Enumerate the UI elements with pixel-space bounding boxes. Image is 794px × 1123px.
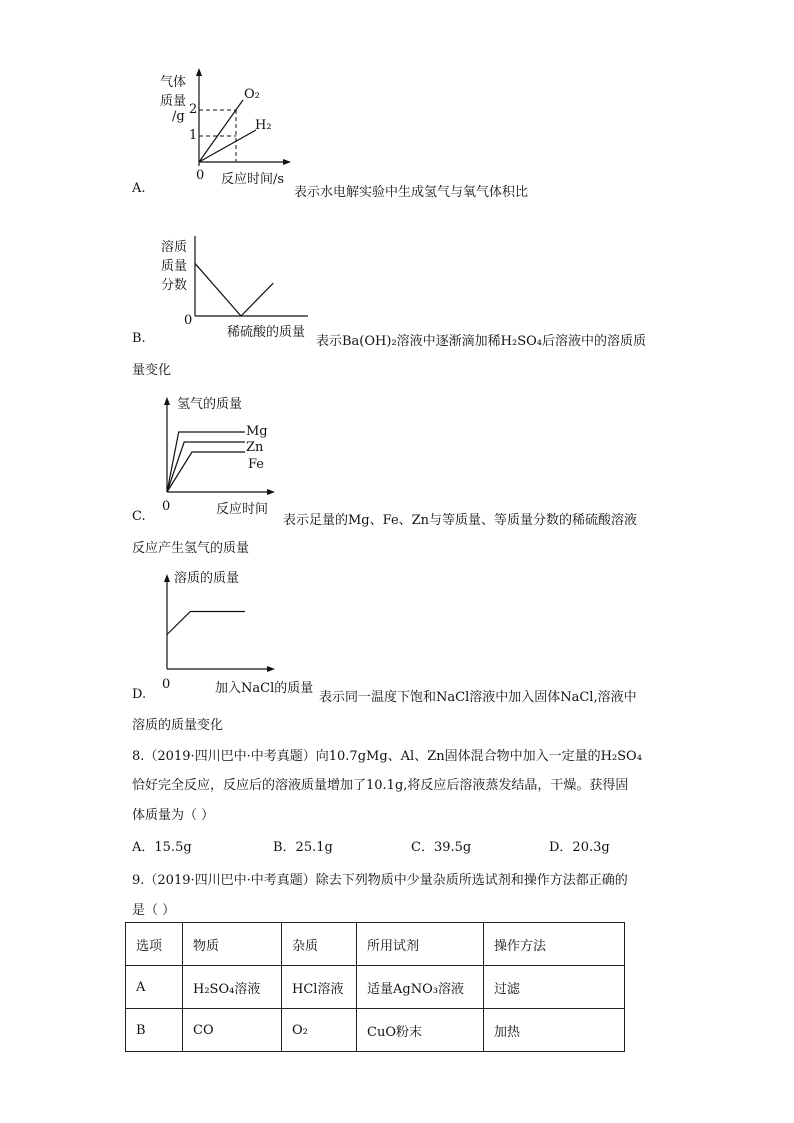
q9-table [125, 922, 625, 1052]
chart-a-legend-o2: O₂ [244, 87, 260, 102]
q8-option-c[interactable]: C．39.5g [411, 840, 472, 855]
table-cell: 适量AgNO₃溶液 [357, 966, 484, 1009]
chart-c-origin: 0 [162, 499, 171, 514]
chart-c-legend-fe: Fe [248, 457, 265, 472]
chart-a-ytick-2: 2 [189, 102, 198, 117]
q8-line-3: 体质量为（ ） [132, 808, 215, 823]
chart-b-ylabel-2: 质量 [161, 259, 188, 274]
table-header-cell: 所用试剂 [357, 923, 484, 966]
chart-b-xlabel: 稀硫酸的质量 [227, 325, 306, 340]
chart-a-ylabel-2: 质量 [160, 94, 187, 109]
chart-c-ylabel: 氢气的质量 [177, 397, 243, 412]
chart-d-ylabel: 溶质的质量 [174, 571, 240, 586]
table-header-cell: 物质 [183, 923, 282, 966]
chart-d-origin: 0 [162, 677, 171, 692]
chart-d-xlabel: 加入NaCl的质量 [215, 681, 314, 696]
chart-a-origin: 0 [196, 168, 205, 183]
table-cell: O₂ [282, 1009, 357, 1052]
table-cell: A [126, 966, 183, 1009]
q8-option-b[interactable]: B．25.1g [273, 840, 333, 855]
q8-option-d[interactable]: D．20.3g [549, 840, 610, 855]
chart-d-caption-1: 表示同一温度下饱和NaCl溶液中加入固体NaCl,溶液中 [319, 690, 637, 705]
chart-a-legend-h2: H₂ [255, 118, 272, 133]
chart-a-ylabel-3: /g [172, 109, 185, 124]
table-cell: H₂SO₄溶液 [183, 966, 282, 1009]
chart-d-option: D. [132, 687, 147, 702]
chart-d-caption-2: 溶质的质量变化 [132, 718, 224, 733]
chart-c-legend-zn: Zn [246, 440, 264, 455]
table-row [126, 966, 625, 1009]
chart-c-caption-1: 表示足量的Mg、Fe、Zn与等质量、等质量分数的稀硫酸溶液 [283, 513, 638, 528]
table-cell: HCl溶液 [282, 966, 357, 1009]
table-cell: 加热 [484, 1009, 625, 1052]
table-header-cell: 杂质 [282, 923, 357, 966]
chart-d-series [167, 612, 245, 635]
q9-line-2: 是（ ） [132, 903, 176, 918]
chart-b-caption-1: 表示Ba(OH)₂溶液中逐渐滴加稀H₂SO₄后溶液中的溶质质 [316, 334, 646, 349]
chart-c-caption-2: 反应产生氢气的质量 [132, 541, 250, 556]
chart-b-ylabel-3: 分数 [161, 278, 188, 293]
chart-a-option: A. [132, 181, 146, 196]
chart-c-option: C. [132, 509, 146, 524]
table-cell: 过滤 [484, 966, 625, 1009]
chart-b-option: B. [132, 331, 146, 346]
chart-d-y-arrow [164, 574, 170, 582]
chart-d-x-arrow [267, 666, 275, 672]
chart-c-xlabel: 反应时间 [216, 502, 269, 517]
chart-a-ytick-1: 1 [189, 128, 198, 143]
q8-line-1: 8.（2019·四川巴中·中考真题）向10.7gMg、Al、Zn固体混合物中加入一定量的H₂SO₄ [132, 749, 642, 764]
table-header-row [126, 923, 625, 966]
chart-c-legend-mg: Mg [246, 424, 268, 439]
chart-b-origin: 0 [184, 313, 193, 328]
table-cell: CO [183, 1009, 282, 1052]
chart-b-ylabel-1: 溶质 [161, 240, 188, 255]
chart-b-caption-2: 量变化 [132, 363, 172, 378]
chart-a-xlabel: 反应时间/s [221, 172, 285, 187]
q8-line-2: 恰好完全反应，反应后的溶液质量增加了10.1g,将反应后溶液蒸发结晶，干燥。获得固 [132, 778, 629, 793]
table-cell: CuO粉末 [357, 1009, 484, 1052]
q8-option-a[interactable]: A．15.5g [132, 840, 192, 855]
chart-a-caption: 表示水电解实验中生成氢气与氧气体积比 [294, 185, 529, 200]
table-cell: B [126, 1009, 183, 1052]
table-row [126, 1009, 625, 1052]
q9-line-1: 9.（2019·四川巴中·中考真题）除去下列物质中少量杂质所选试剂和操作方法都正确的 [132, 873, 628, 888]
table-header-cell: 操作方法 [484, 923, 625, 966]
table-header-cell: 选项 [126, 923, 183, 966]
chart-a-ylabel-1: 气体 [160, 75, 187, 90]
